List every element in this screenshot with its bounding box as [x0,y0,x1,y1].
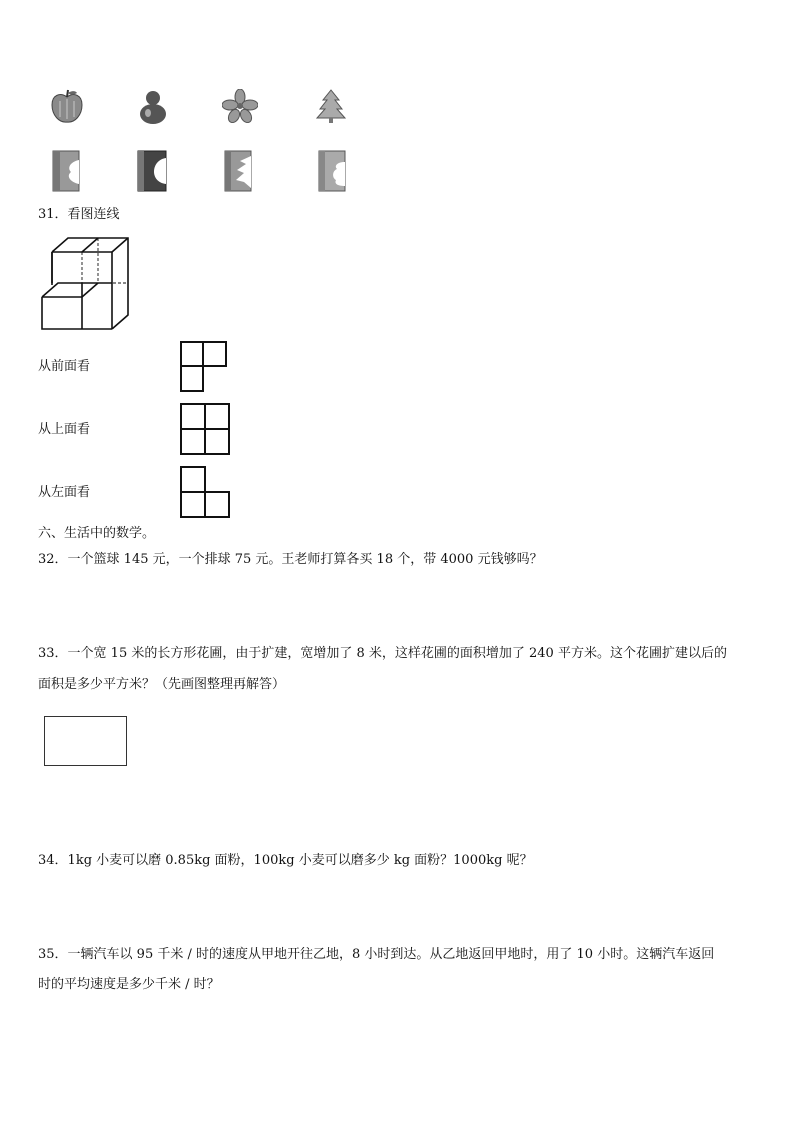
view-diagram-l-shape-b [179,465,231,519]
q32-text: 32．一个篮球 145 元，一个排球 75 元。王老师打算各买 18 个，带 4000 元钱够吗？ [38,552,543,567]
q35-line1: 35．一辆汽车以 95 千米 / 时的速度从甲地开往乙地，8 小时到达。从乙地返回甲地时，用了 10 小时。这辆汽车返回 [38,947,715,962]
view-label-left: 从左面看 [38,485,91,500]
q33-drawing-box [44,716,127,766]
folded-cutout-b-icon [137,150,167,192]
apple-icon [50,89,84,125]
view-label-front: 从前面看 [38,359,91,374]
cube-stack-figure [38,235,130,331]
view-label-top: 从上面看 [38,422,91,437]
folded-cutout-d-icon [318,150,346,192]
folded-cutout-a-icon [52,150,80,192]
folded-cutout-c-icon [224,150,252,192]
q33-line1: 33．一个宽 15 米的长方形花圃，由于扩建，宽增加了 8 米，这样花圃的面积增加了 240 平方米。这个花圃扩建以后的 [38,646,727,661]
view-diagram-l-shape-a [179,340,229,393]
q33-line2: 面积是多少平方米？（先画图整理再解答） [38,677,286,692]
tree-icon [314,88,348,124]
gourd-icon [137,89,169,125]
q34-text: 34．1kg 小麦可以磨 0.85kg 面粉，100kg 小麦可以磨多少 kg 面粉？1000kg 呢？ [38,853,533,868]
flower-icon [222,89,258,123]
q35-line2: 时的平均速度是多少千米 / 时？ [38,977,220,992]
q31-title: 31．看图连线 [38,207,120,222]
section6-title: 六、生活中的数学。 [38,526,156,541]
view-diagram-square-grid [179,402,231,456]
